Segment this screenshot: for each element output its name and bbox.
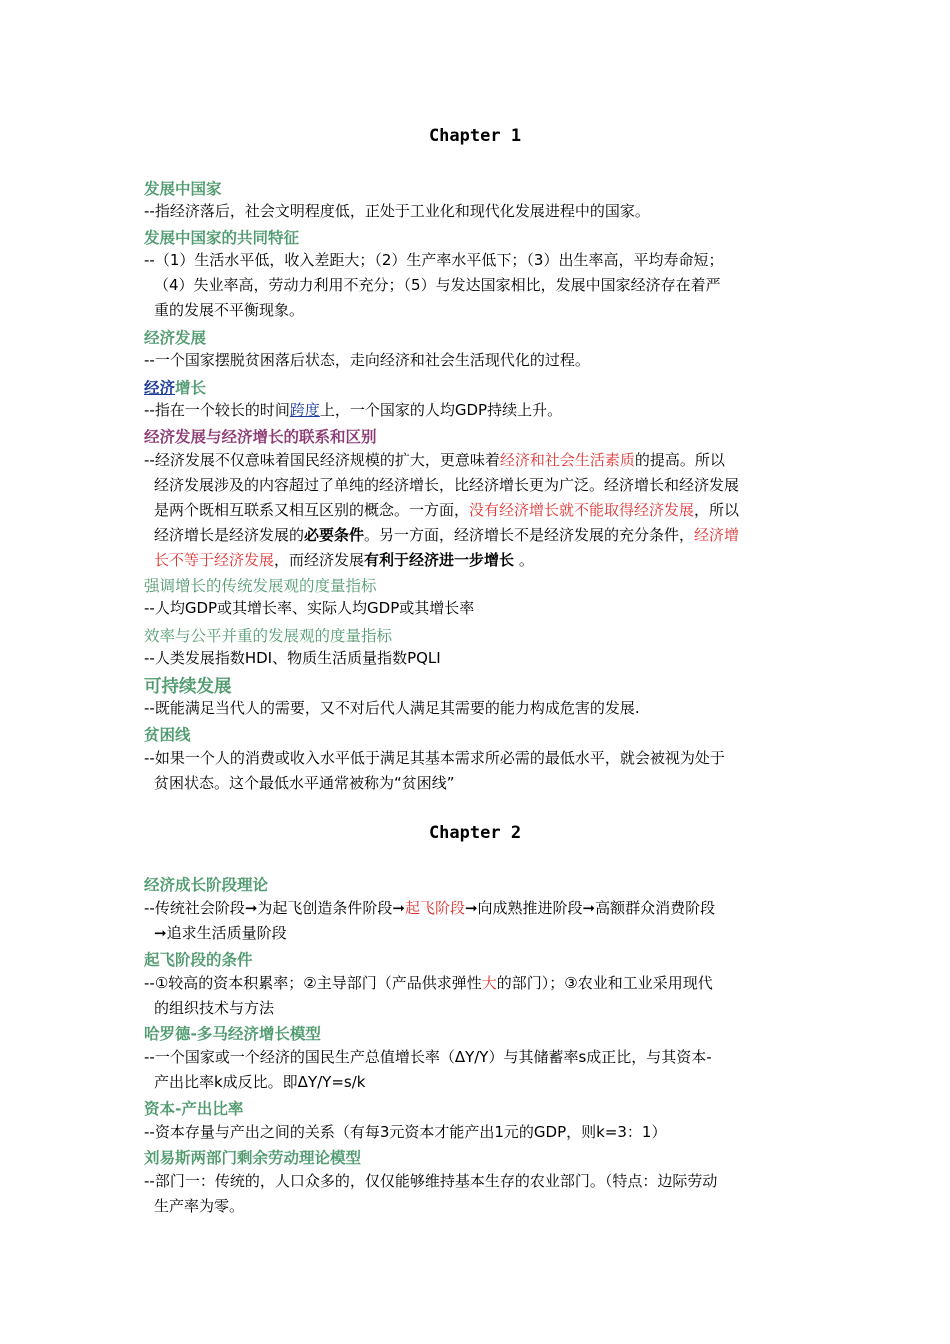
text-line: 贫困状态。这个最低水平通常被称为“贫困线” [154,774,455,792]
text-run: --经济发展不仅意味着国民经济规模的扩大，更意味着 [144,451,500,469]
text-line: --（1）生活水平低，收入差距大；（2）生产率水平低下；（3）出生率高，平均寿命短； [144,251,724,269]
para-economic-development [144,348,810,373]
para-economic-growth [144,398,810,423]
heading-sustainable-development: 可持续发展 [144,677,232,697]
heading-economic-development: 经济发展 [144,329,207,347]
para-lewis-model [144,1169,810,1219]
highlight-red: 没有经济增长就不能取得经济发展 [469,501,695,519]
text-line: --指经济落后，社会文明程度低，正处于工业化和现代化发展进程中的国家。 [144,202,650,220]
heading-equity-indicators: 效率与公平并重的发展观的度量指标 [144,627,393,645]
text-run: ➞向成熟推进阶段➞高额群众消费阶段 [464,899,716,917]
heading-common-features: 发展中国家的共同特征 [144,229,300,247]
text-line [144,498,810,523]
text-line: --人均GDP或其增长率、实际人均GDP或其增长率 [144,599,475,617]
para-growth-stages [144,896,810,946]
highlight-red: 经济和社会生活素质 [499,451,635,469]
text-line: --既能满足当代人的需要，又不对后代人满足其需要的能力构成危害的发展. [144,699,640,717]
text-line: 经济发展涉及的内容超过了单纯的经济增长，比经济增长更为广泛。经济增长和经济发展 [154,476,740,494]
text-run: 。另一方面，经济增长不是经济发展的充分条件， [364,526,695,544]
text-line: 重的发展不平衡现象。 [154,301,305,319]
para-poverty-line [144,746,810,796]
para-takeoff-conditions [144,971,810,1021]
para-equity-indicators [144,646,810,671]
heading-link-economy[interactable]: 经济 [144,379,176,397]
text-line: --资本存量与产出之间的关系（有每3元资本才能产出1元的GDP，则k=3：1） [144,1123,667,1141]
text-line [144,448,810,473]
text-run: 。 [514,551,534,569]
text-run: ，所以 [694,501,740,519]
heading-economic-growth [144,376,206,398]
text-run: --①较高的资本积累率；②主导部门（产品供求弹性 [144,974,482,992]
link-span[interactable]: 跨度 [289,401,320,419]
text-line [144,896,810,921]
highlight-bold: 必要条件 [304,526,365,544]
text-line [144,548,810,573]
heading-text-growth: 增长 [175,379,207,397]
text-run: 是两个既相互联系又相互区别的概念。一方面， [154,501,470,519]
heading-relation-distinction: 经济发展与经济增长的联系和区别 [144,428,377,446]
para-developing-countries [144,199,810,224]
text-run: 上，一个国家的人均GDP持续上升。 [319,401,563,419]
para-capital-output-ratio [144,1120,810,1145]
para-relation-distinction [144,448,810,573]
text-line: （4）失业率高，劳动力利用不充分；（5）与发达国家相比，发展中国家经济存在着严 [154,276,721,294]
highlight-red: 经济增 [694,526,740,544]
text-line: --如果一个人的消费或收入水平低于满足其基本需求所必需的最低水平，就会被视为处于 [144,749,725,767]
para-common-features [144,248,810,323]
highlight-red: 起飞阶段 [404,899,465,917]
text-line [144,971,810,996]
text-line: --部门一：传统的，人口众多的，仅仅能够维持基本生存的农业部门。（特点：边际劳动 [144,1172,718,1190]
heading-poverty-line: 贫困线 [144,726,191,744]
text-run: 的部门）；③农业和工业采用现代 [496,974,713,992]
highlight-red: 长不等于经济发展 [154,551,275,569]
text-line: --人类发展指数HDI、物质生活质量指数PQLI [144,649,441,667]
heading-harrod-domar: 哈罗德-多马经济增长模型 [144,1025,321,1043]
para-harrod-domar [144,1045,810,1095]
text-run: --传统社会阶段➞为起飞创造条件阶段➞ [144,899,405,917]
chapter-1-title: Chapter 1 [428,126,522,146]
heading-takeoff-conditions: 起飞阶段的条件 [144,951,253,969]
text-line: --一个国家或一个经济的国民生产总值增长率（ΔY/Y）与其储蓄率s成正比，与其资本- [144,1048,712,1066]
text-run: --指在一个较长的时间 [144,401,290,419]
text-line [144,523,810,548]
text-line: ➞追求生活质量阶段 [154,924,287,942]
highlight-bold: 有利于经济进一步增长 [364,551,515,569]
chapter-2-title: Chapter 2 [428,823,522,843]
text-line: 的组织技术与方法 [154,999,275,1017]
text-line: --一个国家摆脱贫困落后状态，走向经济和社会生活现代化的过程。 [144,351,590,369]
para-traditional-indicators [144,596,810,621]
text-run: 经济增长是经济发展的 [154,526,305,544]
text-line: 产出比率k成反比。即ΔY/Y=s/k [154,1073,366,1091]
para-sustainable-development [144,696,810,721]
text-line [144,398,810,423]
highlight-red: 大 [481,974,497,992]
heading-lewis-model: 刘易斯两部门剩余劳动理论模型 [144,1149,362,1167]
text-run: ，而经济发展 [274,551,365,569]
heading-capital-output-ratio: 资本-产出比率 [144,1100,244,1118]
heading-traditional-indicators: 强调增长的传统发展观的度量指标 [144,577,377,595]
heading-growth-stages: 经济成长阶段理论 [144,876,269,894]
heading-developing-countries: 发展中国家 [144,180,222,198]
text-line: 生产率为零。 [154,1197,245,1215]
text-run: 的提高。所以 [634,451,725,469]
